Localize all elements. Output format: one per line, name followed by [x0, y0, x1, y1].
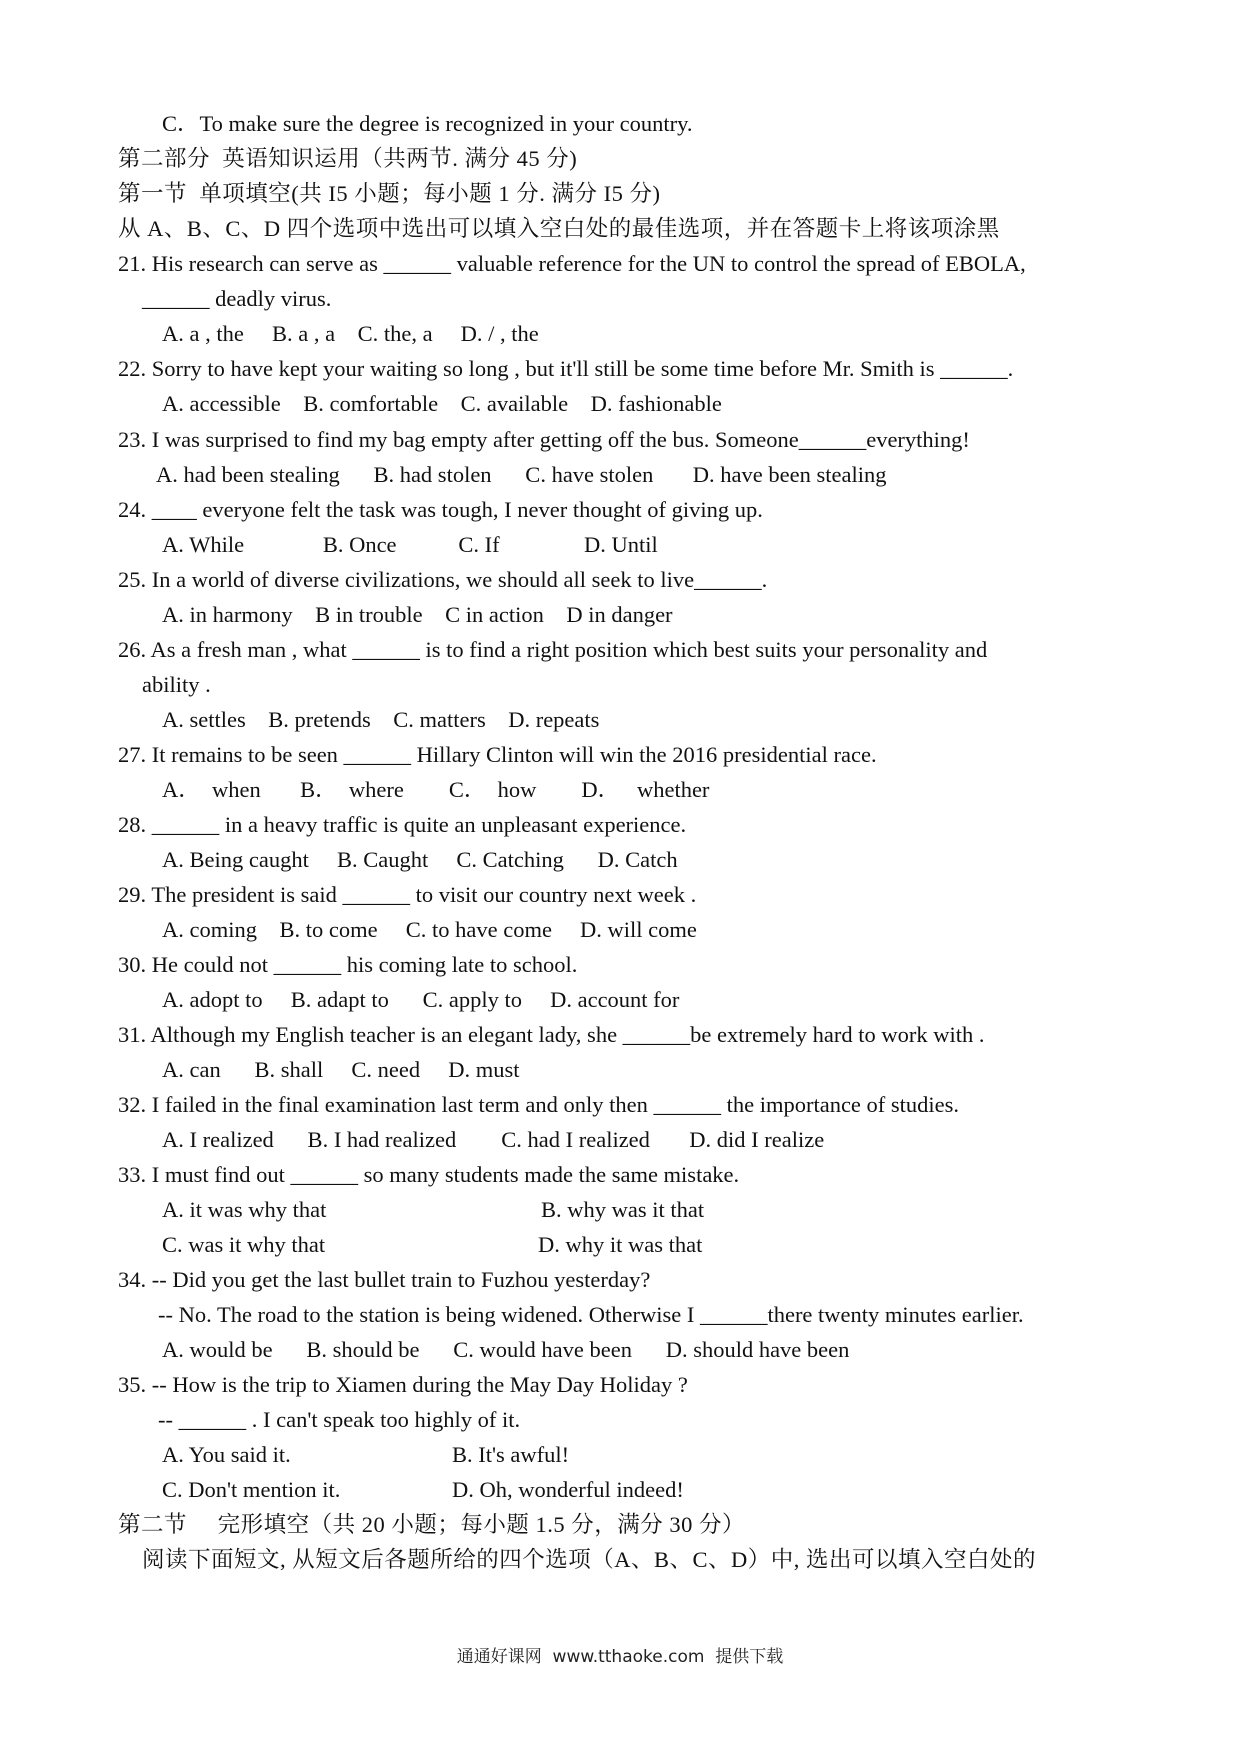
text-line: ______ deadly virus.: [142, 286, 332, 311]
text-line: A. a , the B. a , a C. the, a D. / , the: [162, 321, 539, 346]
text-line: 35. -- How is the trip to Xiamen during the May Day Holiday ?: [118, 1372, 688, 1397]
text-line: A. You said it.: [162, 1442, 291, 1467]
text-line: A. settles B. pretends C. matters D. repeats: [162, 707, 600, 732]
text-line: ability .: [142, 672, 211, 697]
text-line: 26. As a fresh man , what ______ is to find a right position which best suits your personality and: [118, 637, 988, 662]
text-line: 32. I failed in the final examination last term and only then ______ the importance of studies.: [118, 1092, 960, 1117]
text-line: A. had been stealing B. had stolen C. have stolen D. have been stealing: [156, 462, 887, 487]
text-line: 从 A、B、C、D 四个选项中选出可以填入空白处的最佳选项，并在答题卡上将该项涂黑: [118, 216, 1000, 241]
text-line: 22. Sorry to have kept your waiting so long , but it'll still be some time before Mr. Smith is ______.: [118, 356, 1014, 381]
text-line: 阅读下面短文, 从短文后各题所给的四个选项（A、B、C、D）中, 选出可以填入空白处的: [142, 1547, 1037, 1572]
text-line: C. Don't mention it.: [162, 1477, 341, 1502]
text-line: A. it was why that: [162, 1197, 327, 1222]
text-line: A. adopt to B. adapt to C. apply to D. account for: [162, 987, 680, 1012]
text-line: 29. The president is said ______ to visit our country next week .: [118, 882, 697, 907]
text-line: 第二部分 英语知识运用（共两节. 满分 45 分): [118, 146, 578, 171]
page-footer: 通通好课网 www.tthaoke.com 提供下载: [456, 1647, 784, 1667]
text-line: D. why it was that: [538, 1232, 703, 1257]
text-line: B. why was it that: [541, 1197, 705, 1222]
text-line: 25. In a world of diverse civilizations, we should all seek to live______.: [118, 567, 768, 592]
text-line: 第一节 单项填空(共 I5 小题；每小题 1 分. 满分 I5 分): [118, 181, 661, 206]
text-line: 31. Although my English teacher is an elegant lady, she ______be extremely hard to work with .: [118, 1022, 985, 1047]
text-line: 33. I must find out ______ so many students made the same mistake.: [118, 1162, 740, 1187]
text-line: A． when B． where C． how D． whether: [162, 777, 710, 802]
text-line: A. While B. Once C. If D. Until: [162, 532, 658, 557]
text-line: 第二节 完形填空（共 20 小题；每小题 1.5 分，满分 30 分）: [118, 1512, 746, 1537]
text-line: 28. ______ in a heavy traffic is quite an unpleasant experience.: [118, 812, 687, 837]
text-line: 24. ____ everyone felt the task was tough, I never thought of giving up.: [118, 497, 763, 522]
text-line: 34. -- Did you get the last bullet train to Fuzhou yesterday?: [118, 1267, 651, 1292]
text-line: A. can B. shall C. need D. must: [162, 1057, 520, 1082]
text-line: 30. He could not ______ his coming late to school.: [118, 952, 578, 977]
text-line: A. coming B. to come C. to have come D. will come: [162, 917, 697, 942]
text-line: A. in harmony B in trouble C in action D in danger: [162, 602, 673, 627]
text-line: 21. His research can serve as ______ valuable reference for the UN to control the spread of EBOLA,: [118, 251, 1026, 276]
text-line: C. was it why that: [162, 1232, 326, 1257]
text-line: -- No. The road to the station is being widened. Otherwise I ______there twenty minutes earlier.: [158, 1302, 1024, 1327]
text-line: B. It's awful!: [452, 1442, 570, 1467]
text-line: -- ______ . I can't speak too highly of it.: [158, 1407, 521, 1432]
text-line: C．To make sure the degree is recognized in your country.: [162, 111, 693, 136]
text-line: 27. It remains to be seen ______ Hillary Clinton will win the 2016 presidential race.: [118, 742, 877, 767]
text-line: D. Oh, wonderful indeed!: [452, 1477, 684, 1502]
text-line: A. Being caught B. Caught C. Catching D. Catch: [162, 847, 678, 872]
text-line: A. would be B. should be C. would have been D. should have been: [162, 1337, 850, 1362]
text-line: A. I realized B. I had realized C. had I realized D. did I realize: [162, 1127, 825, 1152]
text-line: 23. I was surprised to find my bag empty after getting off the bus. Someone______everything!: [118, 427, 970, 452]
text-line: A. accessible B. comfortable C. available D. fashionable: [162, 391, 722, 416]
